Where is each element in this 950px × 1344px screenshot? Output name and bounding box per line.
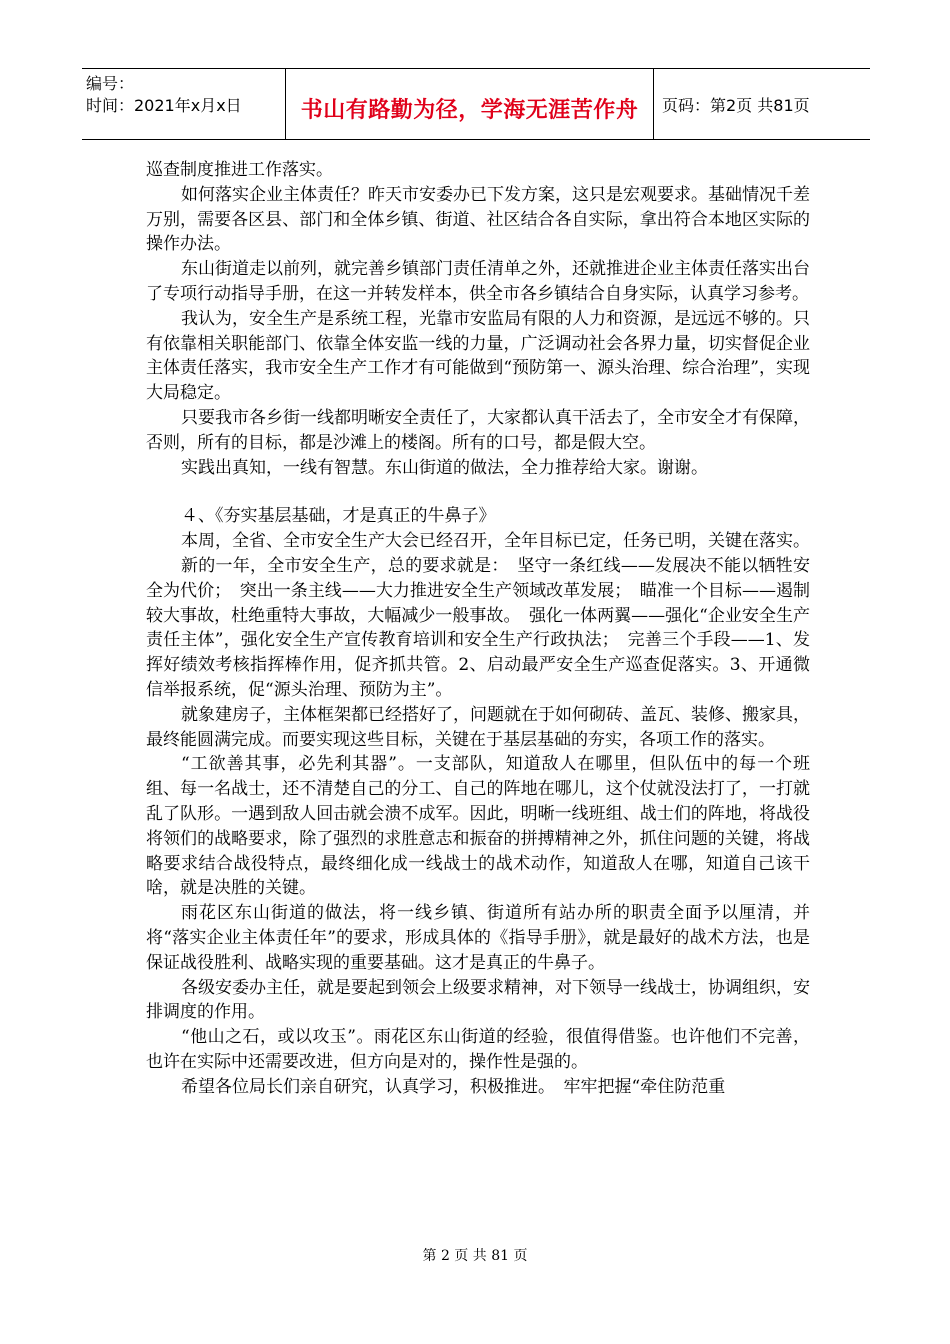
page-header (82, 68, 870, 140)
paragraph: 各级安委办主任，就是要起到领会上级要求精神，对下领导一线战士，协调组织，安排调度的作用。 (146, 977, 810, 1023)
paragraph: 新的一年，全市安全生产，总的要求就是： 坚守一条红线——发展决不能以牺牲安全为代价； 突出一条主线——大力推进安全生产领域改革发展； 瞄准一个目标——遏制较大事故，杜绝重特大事故，大幅减少一般事故。 强化一体两翼——强化“企业安全生产责任主体”，强化安全生产宣传教育培训和安全生产行政执法； 完善三个手段——1、发挥好绩效考核指挥棒作用，促齐抓共管。2、启动最严安全生产巡查促落实。3、开通微信举报系统，促“源头治理、预防为主”。 (146, 555, 810, 700)
section-heading: ４、《夯实基层基础，才是真正的牛鼻子》 (181, 506, 496, 527)
paragraph: 只要我市各乡街一线都明晰安全责任了，大家都认真干活去了，全市安全才有保障，否则，所有的目标，都是沙滩上的楼阁。所有的口号，都是假大空。 (146, 407, 810, 453)
header-motto: 书山有路勤为径，学海无涯苦作舟 (286, 69, 654, 139)
paragraph: 雨花区东山街道的做法，将一线乡镇、街道所有站办所的职责全面予以厘清，并将“落实企业主体责任年”的要求，形成具体的《指导手册》，就是最好的战术方法，也是保证战役胜利、战略实现的重要基础。这才是真正的牛鼻子。 (146, 903, 810, 973)
blank-line (146, 480, 810, 504)
document-time-label: 时间：2021年x月x日 (86, 96, 242, 115)
paragraph: 实践出真知，一线有智慧。东山街道的做法，全力推荐给大家。谢谢。 (181, 457, 708, 478)
page-footer: 第 2 页 共 81 页 (422, 1248, 528, 1264)
paragraph: 我认为，安全生产是系统工程，光靠市安监局有限的人力和资源，是远远不够的。只有依靠相关职能部门、依靠全体安监一线的力量，广泛调动社会各界力量，切实督促企业主体责任落实，我市安全生产工作才有可能做到“预防第一、源头治理、综合治理”，实现大局稳定。 (146, 308, 810, 404)
paragraph: 如何落实企业主体责任？昨天市安委办已下发方案，这只是宏观要求。基础情况千差万别，需要各区县、部门和全体乡镇、街道、社区结合各自实际，拿出符合本地区实际的操作办法。 (146, 184, 810, 255)
paragraph: 本周，全省、全市安全生产大会已经召开，全年目标已定，任务已明，关键在落实。 (181, 531, 810, 552)
document-body (146, 158, 810, 1099)
paragraph: 东山街道走以前列，就完善乡镇部门责任清单之外，还就推进企业主体责任落实出台了专项行动指导手册，在这一并转发样本，供全市各乡镇结合自身实际，认真学习参考。 (146, 259, 810, 304)
paragraph: “工欲善其事，必先利其器”。一支部队，知道敌人在哪里，但队伍中的每一个班组、每一名战士，还不清楚自己的分工、自己的阵地在哪儿，这个仗就没法打了，一打就乱了队形。一遇到敌人回击就会溃不成军。因此，明晰一线班组、战士们的阵地，将战役将领们的战略要求，除了强烈的求胜意志和振奋的拼搏精神之外，抓住问题的关键，将战略要求结合战役特点，最终细化成一线战士的战术动作，知道敌人在哪，知道自己该干啥，就是决胜的关键。 (146, 754, 810, 899)
header-meta (82, 69, 286, 139)
header-page-info: 页码：第2页 共81页 (662, 95, 810, 115)
paragraph: 就象建房子，主体框架都已经搭好了，问题就在于如何砌砖、盖瓦、装修、搬家具，最终能圆满完成。而要实现这些目标，关键在于基层基础的夯实，各项工作的落实。 (146, 704, 810, 750)
document-number-label: 编号： (86, 74, 135, 93)
paragraph: 希望各位局长们亲自研究，认真学习，积极推进。 牢牢把握“牵住防范重 (181, 1076, 726, 1097)
paragraph: 巡查制度推进工作落实。 (146, 160, 333, 180)
paragraph: “他山之石，或以攻玉”。雨花区东山街道的经验，很值得借鉴。也许他们不完善，也许在实际中还需要改进，但方向是对的，操作性是强的。 (146, 1027, 810, 1072)
